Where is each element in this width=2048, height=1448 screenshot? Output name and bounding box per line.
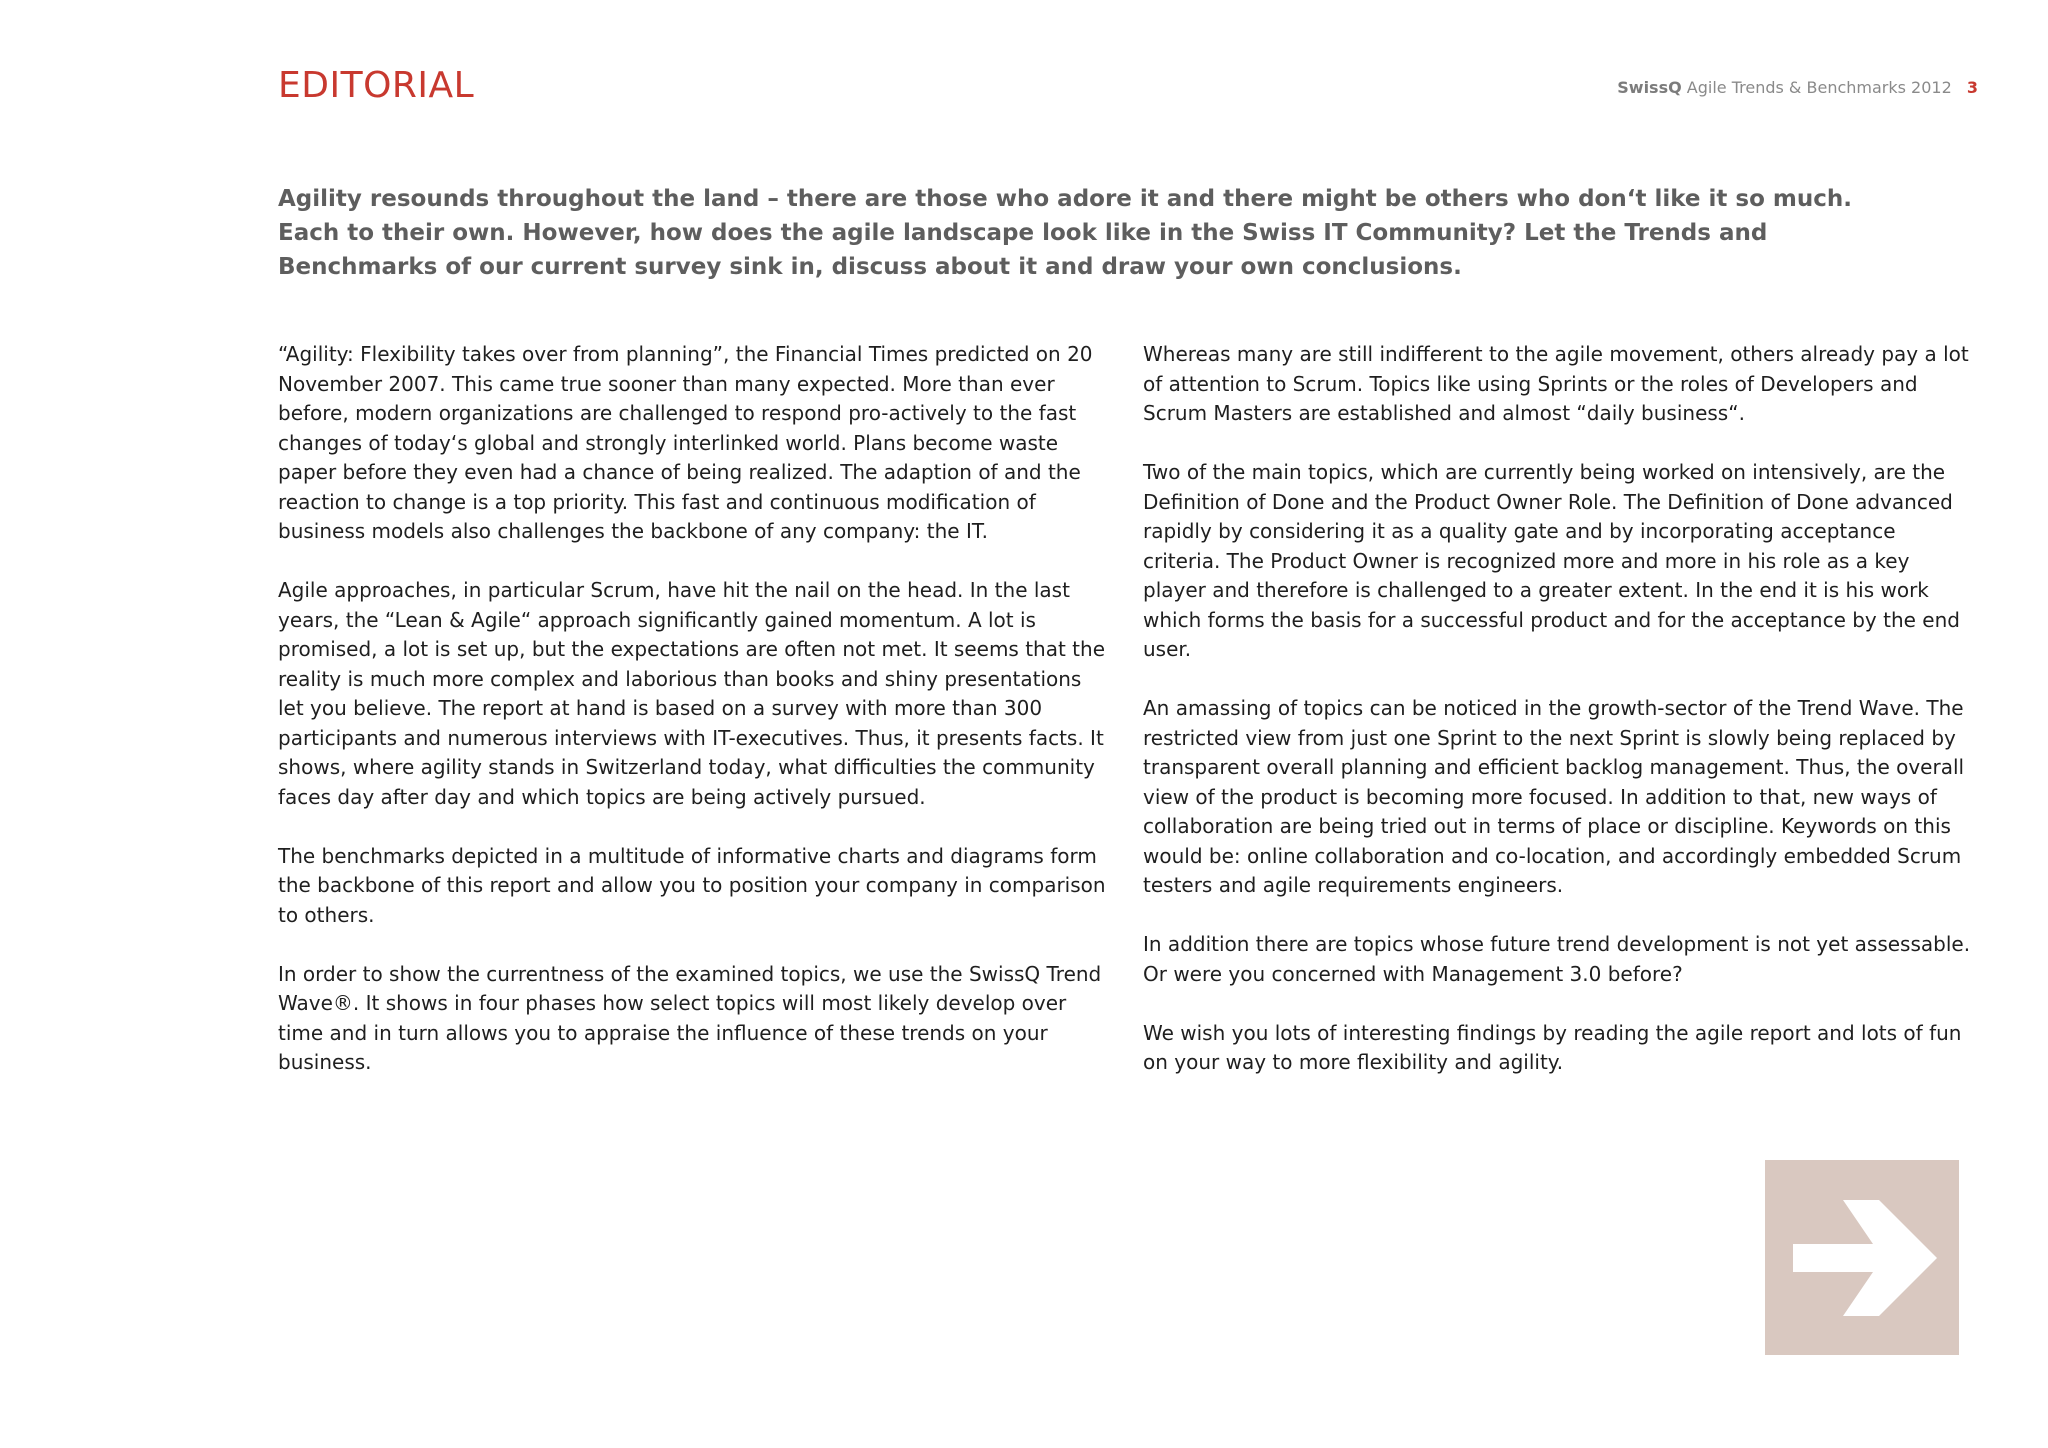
lead-paragraph: Agility resounds throughout the land – there are those who adore it and there might be others who don‘t like it so much. Each to their own. However, how does the agile landscape look like in the Swiss IT Community? Let the Trends and Benchmarks of our current survey sink in, discuss about it and draw your own conclusions. [278, 186, 1852, 280]
left-column [278, 340, 1108, 1107]
body-paragraph: In order to show the currentness of the examined topics, we use the SwissQ Trend Wave®. It shows in four phases how select topics will most likely develop over time and in turn allows you to appraise the influence of these trends on your business. [278, 961, 1102, 1074]
body-paragraph: In addition there are topics whose future trend development is not yet assessable. Or were you concerned with Management 3.0 before? [1143, 932, 1971, 986]
section-title: EDITORIAL [278, 65, 475, 106]
body-paragraph: Two of the main topics, which are currently being worked on intensively, are the Definition of Done and the Product Owner Role. The Definition of Done advanced rapidly by considering it as a quality gate and by incorporating acceptance criteria. The Product Owner is recognized more and more in his role as a key player and therefore is challenged to a greater extent. In the end it is his work which forms the basis for a successful product and for the acceptance by the end user. [1143, 460, 1960, 661]
body-paragraph: The benchmarks depicted in a multitude of informative charts and diagrams form the backbone of this report and allow you to position your company in comparison to others. [278, 843, 1106, 927]
brand-name: SwissQ [1617, 78, 1682, 97]
body-paragraph: Agile approaches, in particular Scrum, have hit the nail on the head. In the last years, the “Lean & Agile“ approach significantly gained momentum. A lot is promised, a lot is set up, but the expectations are often not met. It seems that the reality is much more complex and laborious than books and shiny presentations let you believe. The report at hand is based on a survey with more than 300 participants and numerous interviews with IT-executives. Thus, it presents facts. It shows, where agility stands in Switzerland today, what difficulties the community faces day after day and which topics are being actively pursued. [278, 578, 1106, 809]
next-page-button[interactable] [1765, 1160, 1959, 1355]
body-paragraph: We wish you lots of interesting findings by reading the agile report and lots of fun on your way to more flexibility and agility. [1143, 1020, 1962, 1074]
right-column [1143, 340, 1973, 1107]
arrow-right-icon [1765, 1160, 1959, 1355]
running-header [1617, 78, 1978, 98]
body-paragraph: “Agility: Flexibility takes over from planning”, the Financial Times predicted on 20 November 2007. This came true sooner than many expected. More than ever before, modern organizations are challenged to respond pro-actively to the fast changes of today‘s global and strongly interlinked world. Plans become waste paper before they even had a chance of being realized. The adaption of and the reaction to change is a top priority. This fast and continuous modification of business models also challenges the backbone of any company: the IT. [278, 342, 1093, 543]
page-number: 3 [1966, 78, 1978, 97]
body-paragraph: An amassing of topics can be noticed in the growth-sector of the Trend Wave. The restricted view from just one Sprint to the next Sprint is slowly being replaced by transparent overall planning and efficient backlog management. Thus, the overall view of the product is becoming more focused. In addition to that, new ways of collaboration are being tried out in terms of place or discipline. Keywords on this would be: online collaboration and co-location, and accordingly embedded Scrum testers and agile requirements engineers. [1143, 696, 1965, 897]
publication-title: Agile Trends & Benchmarks 2012 [1686, 78, 1952, 97]
body-paragraph: Whereas many are still indifferent to the agile movement, others already pay a lot of attention to Scrum. Topics like using Sprints or the roles of Developers and Scrum Masters are established and almost “daily business“. [1143, 342, 1969, 425]
